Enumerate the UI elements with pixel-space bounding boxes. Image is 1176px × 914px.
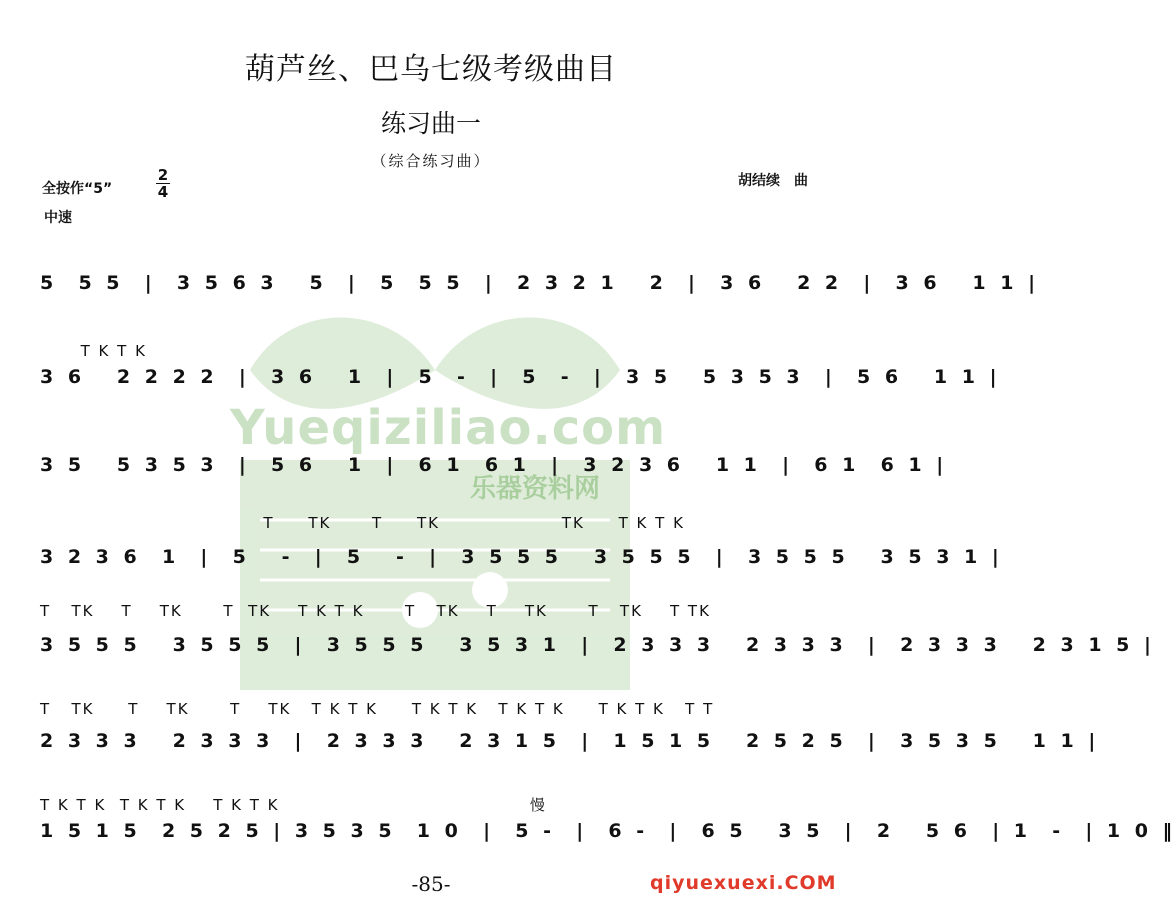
tonguing-marks: T TK T TK T TK T K T K T TK T TK T TK T TK xyxy=(40,602,711,620)
score-row-2 xyxy=(40,340,1001,400)
time-signature-bottom: 4 xyxy=(157,183,169,201)
site-watermark: qiyuexuexi.COM xyxy=(650,872,837,894)
score-row-7 xyxy=(40,790,1176,850)
tonguing-marks: T TK T TK T TK T K T K T K T K T K T K T K T K T T xyxy=(40,700,715,718)
score-row-4 xyxy=(40,512,1003,572)
time-signature-top: 2 xyxy=(157,166,169,184)
notes-line: 3 5 5 3 5 3 | 5 6 1 | 6 1 6 1 | 3 2 3 6 1 1 | 6 1 6 1 | xyxy=(40,454,948,476)
key-signature: 全按作“5” xyxy=(42,181,113,197)
composer-credit: 胡结续 曲 xyxy=(738,173,808,189)
watermark-text: Yueqiziliao.com xyxy=(230,400,667,456)
piece-title: 练习曲一 xyxy=(380,109,481,138)
notes-line: 3 6 2 2 2 2 | 3 6 1 | 5 - | 5 - | 3 5 5 3 5 3 | 5 6 1 1 | xyxy=(40,366,1001,388)
page-number: -85- xyxy=(411,872,451,896)
tonguing-marks: T TK T TK TK T K T K xyxy=(40,514,685,532)
notes-line: 5 5 5 | 3 5 6 3 5 | 5 5 5 | 2 3 2 1 2 | 3 6 2 2 | 3 6 1 1 | xyxy=(40,272,1040,294)
watermark-cn: 乐器资料网 xyxy=(470,474,601,504)
tonguing-marks: T K T K T K T K T K T K 慢 xyxy=(40,796,547,814)
piece-subtitle: （综合练习曲） xyxy=(371,152,491,170)
page-title: 葫芦丝、巴乌七级考级曲目 xyxy=(245,52,617,87)
notes-line: 3 5 5 5 3 5 5 5 | 3 5 5 5 3 5 3 1 | 2 3 3 3 2 3 3 3 | 2 3 3 3 2 3 1 5 | xyxy=(40,634,1155,656)
tonguing-marks: T K T K xyxy=(40,342,147,360)
notes-line: 2 3 3 3 2 3 3 3 | 2 3 3 3 2 3 1 5 | 1 5 1 5 2 5 2 5 | 3 5 3 5 1 1 | xyxy=(40,730,1100,752)
notes-line: 1 5 1 5 2 5 2 5 | 3 5 3 5 1 0 | 5 - | 6 - | 6 5 3 5 | 2 5 6 | 1 - | 1 0 ‖ xyxy=(40,820,1176,842)
time-signature xyxy=(156,168,170,199)
notes-line: 3 2 3 6 1 | 5 - | 5 - | 3 5 5 5 3 5 5 5 | 3 5 5 5 3 5 3 1 | xyxy=(40,546,1003,568)
score-row-6 xyxy=(40,698,1100,758)
score-row-5 xyxy=(40,600,1155,660)
score-row-1 xyxy=(40,262,1040,312)
score-row-3 xyxy=(40,430,948,480)
tempo-marking: 中速 xyxy=(44,210,72,226)
